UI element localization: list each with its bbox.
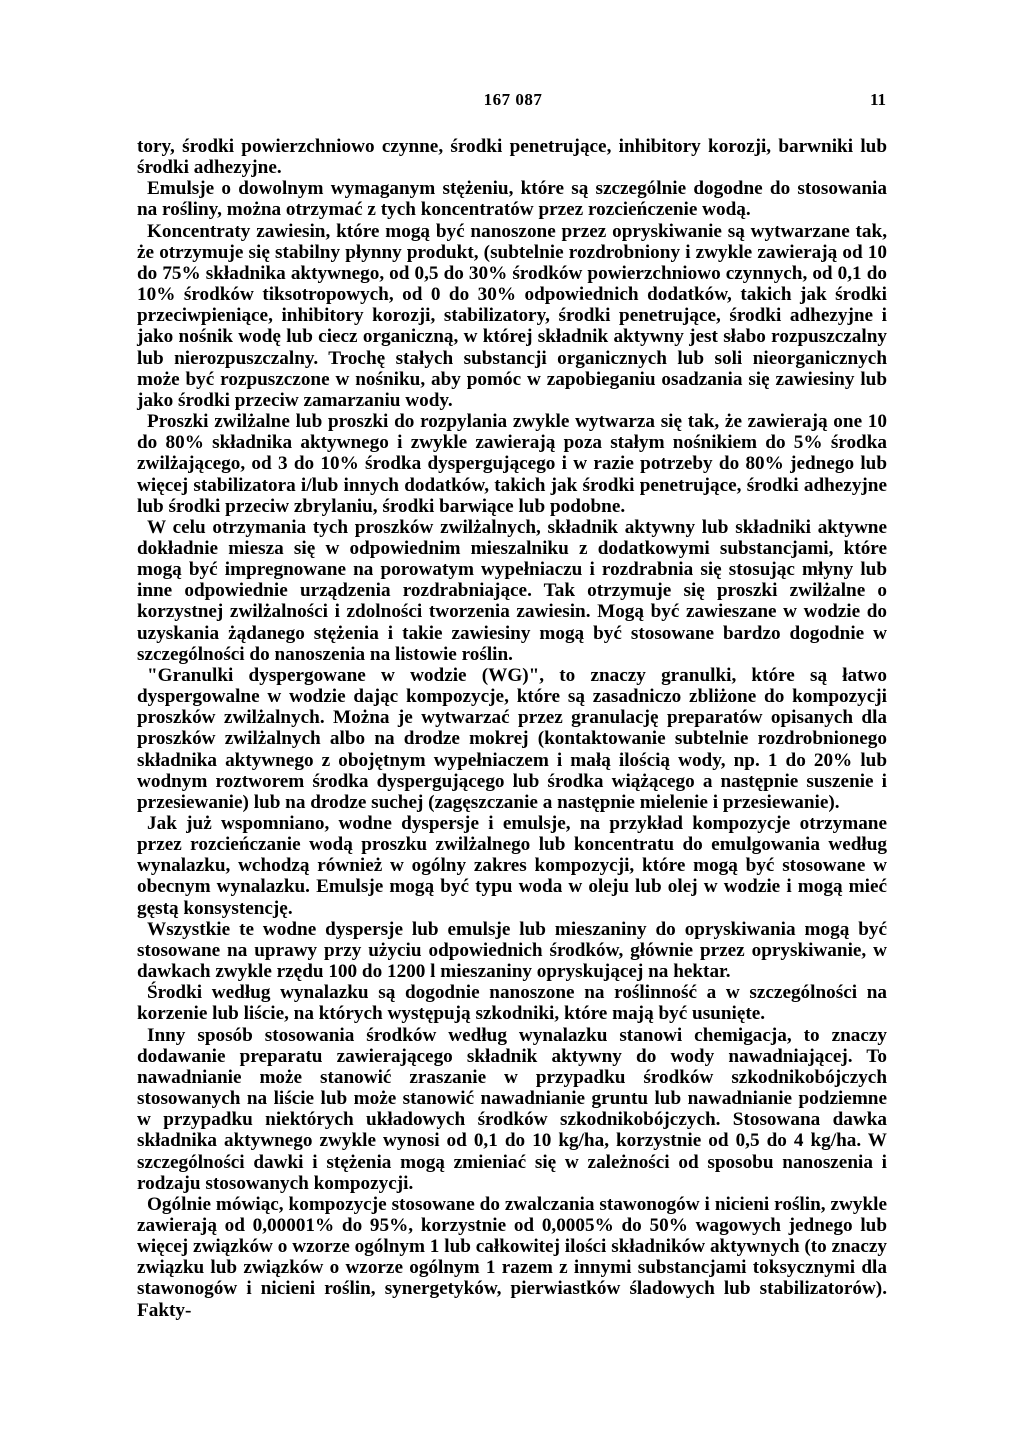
page-header — [140, 90, 886, 114]
document-number: 167 087 — [483, 90, 543, 109]
paragraph: Emulsje o dowolnym wymaganym stężeniu, które są szczególnie dogodne do stosowania na rośliny, można otrzymać z tych koncentratów przez rozcieńczenie wodą. — [137, 178, 887, 221]
paragraph: Proszki zwilżalne lub proszki do rozpylania zwykle wytwarza się tak, że zawierają one 10 do 80% składnika aktywnego i zwykle zawierają poza stałym nośnikiem do 5% środka zwilżającego, od 3 do 10% środka dyspergującego i w razie potrzeby do 80% jednego lub więcej stabilizatora i/lub innych dodatków, takich jak środki penetrujące, środki adhezyjne lub środki przeciw zbrylaniu, środki barwiące lub podobne. — [137, 411, 887, 517]
paragraph: Koncentraty zawiesin, które mogą być nanoszone przez opryskiwanie są wytwarzane tak, że otrzymuje się stabilny płynny produkt, (subtelnie rozdrobniony i zwykle zawierają od 10 do 75% składnika aktywnego, od 0,5 do 30% środków powierzchniowo czynnych, od 0,1 do 10% środków tiksotropowych, od 0 do 30% odpowiednich dodatków, takich jak środki przeciwpieniące, inhibitory korozji, stabilizatory, środki penetrujące, środki adhezyjne i jako nośnik wodę lub ciecz organiczną, w której składnik aktywny jest słabo rozpuszczalny lub nierozpuszczalny. Trochę stałych substancji organicznych lub soli nieorganicznych może być rozpuszczone w nośniku, aby pomóc w zapobieganiu osadzania się zawiesiny lub jako środki przeciw zamarzaniu wody. — [137, 220, 887, 411]
body-text — [137, 136, 887, 1321]
paragraph-continuation: tory, środki powierzchniowo czynne, środki penetrujące, inhibitory korozji, barwniki lub środki adhezyjne. — [137, 136, 887, 179]
paragraph: Ogólnie mówiąc, kompozycje stosowane do zwalczania stawonogów i nicieni roślin, zwykle zawierają od 0,00001% do 95%, korzystnie od 0,0005% do 50% wagowych jednego lub więcej związków o wzorze ogólnym 1 lub całkowitej ilości składników aktywnych (to znaczy związku lub związków o wzorze ogólnym 1 razem z innymi substancjami toksycznymi dla stawonogów i nicieni roślin, synergetyków, pierwiastków śladowych lub stabilizatorów). Fakty- — [137, 1193, 887, 1321]
paragraph: Środki według wynalazku są dogodnie nanoszone na roślinność a w szczególności na korzenie lub liście, na których występują szkodniki, które mają być usunięte. — [137, 982, 887, 1025]
paragraph: Jak już wspomniano, wodne dyspersje i emulsje, na przykład kompozycje otrzymane przez rozcieńczanie wodą proszku zwilżalnego lub koncentratu do emulgowania według wynalazku, wchodzą również w ogólny zakres kompozycji, które mogą być stosowane w obecnym wynalazku. Emulsje mogą być typu woda w oleju lub olej w wodzie i mogą mieć gęstą konsystencję. — [137, 813, 887, 919]
paragraph: "Granulki dyspergowane w wodzie (WG)", to znaczy granulki, które są łatwo dyspergowalne w wodzie dając kompozycje, które są zasadniczo zbliżone do kompozycji proszków zwilżalnych. Można je wytwarzać przez granulację preparatów opisanych dla proszków zwilżalnych albo na drodze mokrej (kontaktowanie subtelnie rozdrobnionego składnika aktywnego z obojętnym wypełniaczem i małą ilością wody, np. 1 do 20% lub wodnym roztworem środka dyspergującego lub środka wiążącego a następnie suszenie i przesiewanie) lub na drodze suchej (zagęszczanie a następnie mielenie i przesiewanie). — [137, 664, 887, 813]
paragraph: Wszystkie te wodne dyspersje lub emulsje lub mieszaniny do opryskiwania mogą być stosowane na uprawy przy użyciu odpowiednich środków, głównie przez opryskiwanie, w dawkach zwykle rzędu 100 do 1200 l mieszaniny opryskującej na hektar. — [137, 918, 887, 983]
page-number: 11 — [869, 90, 886, 109]
paragraph: Inny sposób stosowania środków według wynalazku stanowi chemigacja, to znaczy dodawanie preparatu zawierającego składnik aktywny do wody nawadniającej. To nawadnianie może stanowić zraszanie w przypadku środków szkodnikobójczych stosowanych na liście lub może stanowić nawadnianie gruntu lub nawadnianie podziemne w przypadku niektórych układowych środków szkodnikobójczych. Stosowana dawka składnika aktywnego zwykle wynosi od 0,1 do 10 kg/ha, korzystnie od 0,5 do 4 kg/ha. W szczególności dawki i stężenia mogą zmieniać się w zależności od sposobu nanoszenia i rodzaju stosowanych kompozycji. — [137, 1024, 887, 1194]
paragraph: W celu otrzymania tych proszków zwilżalnych, składnik aktywny lub składniki aktywne dokładnie miesza się w odpowiednim mieszalniku z dodatkowymi substancjami, które mogą być impregnowane na porowatym wypełniaczu i rozdrabnia się stosując młyny lub inne odpowiednie urządzenia rozdrabniające. Tak otrzymuje się proszki zwilżalne o korzystnej zwilżalności i zdolności tworzenia zawiesin. Mogą być zawieszane w wodzie do uzyskania żądanego stężenia i takie zawiesiny mogą być stosowane bardzo dogodnie w szczególności do nanoszenia na listowie roślin. — [137, 516, 887, 665]
